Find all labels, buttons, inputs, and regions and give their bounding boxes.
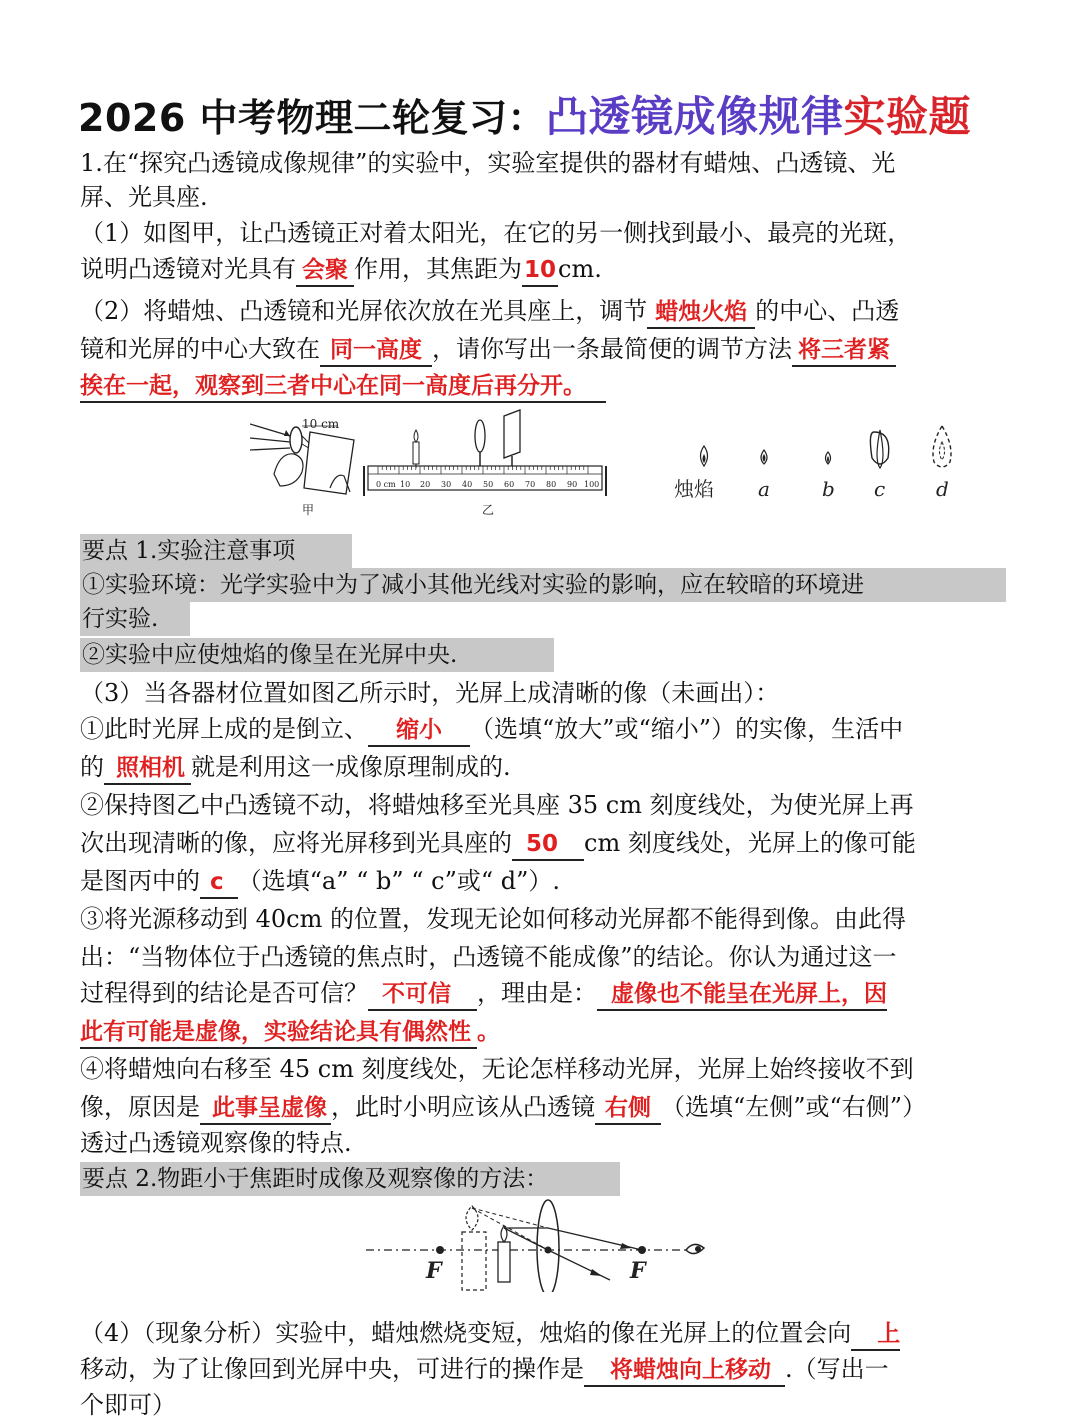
flame-label-c: c — [874, 477, 886, 501]
q3-s4-text-c: （选填“左侧”或“右侧”） — [661, 1093, 927, 1121]
key-point-1-item1-line1: ①实验环境：光学实验中为了减小其他光线对实验的影响，应在较暗的环境进 — [80, 568, 1006, 602]
q1-part1-text-b: 作用，其焦距为 — [354, 255, 522, 283]
focus-label-right: F — [630, 1258, 646, 1284]
flame-label-a: a — [758, 477, 770, 501]
answer-blank: 不可信 — [368, 979, 477, 1011]
key-point-1-item1-line2: 行实验. — [80, 602, 190, 636]
q3-s4-line1: ④将蜡烛向右移至 45 cm 刻度线处，无论怎样移动光屏，光屏上始终接收不到 — [80, 1055, 914, 1083]
focus-label-left: F — [426, 1258, 442, 1284]
q3-s1-line1 — [80, 712, 1005, 747]
answer-blank: 上 — [851, 1319, 900, 1351]
answer-blank: 会聚 — [296, 255, 354, 287]
q1-part2-text-b: 的中心、凸透 — [755, 297, 900, 325]
virtual-image-diagram — [360, 1196, 720, 1292]
page-title — [78, 84, 1078, 144]
q3-s2-text-b: cm 刻度线处，光屏上的像可能 — [584, 829, 916, 857]
ruler-label: 80 — [546, 480, 557, 489]
ruler-label: 30 — [441, 480, 452, 489]
q3-s3-text-b: ，理由是： — [477, 979, 597, 1007]
q3-s2-line3 — [80, 864, 1005, 899]
ruler-label: 50 — [483, 480, 494, 489]
answer-blank: 挨在一起，观察到三者中心在同一高度后再分开。 — [80, 371, 606, 403]
q1-intro-line2: 屏、光具座. — [80, 183, 208, 211]
q4-line1 — [80, 1316, 1005, 1351]
ruler-label: 20 — [420, 480, 431, 489]
figure-jia — [250, 417, 354, 517]
q3-s2-line1: ②保持图乙中凸透镜不动，将蜡烛移至光具座 35 cm 刻度线处，为使光屏上再 — [80, 791, 914, 819]
q3-s3-text-a: 过程得到的结论是否可信？ — [80, 979, 368, 1007]
q3-s3-line3 — [80, 976, 1005, 1011]
q3-s1-text-c: 的 — [80, 753, 104, 781]
q3-s3-text-end: 。 — [477, 1019, 500, 1045]
ruler-label: 100 — [584, 480, 600, 489]
key-point-1-item2: ②实验中应使烛焰的像呈在光屏中央. — [80, 638, 554, 672]
title-prefix: 2026 中考物理二轮复习： — [78, 96, 546, 140]
q3-s4-text-a: 像，原因是 — [80, 1093, 200, 1121]
ruler-label: 10 — [400, 480, 411, 489]
q1-part2-line1 — [80, 294, 1005, 329]
q1-part2-text-a: （2）将蜡烛、凸透镜和光屏依次放在光具座上，调节 — [80, 297, 648, 325]
q4-text-a: （4）（现象分析）实验中，蜡烛燃烧变短，烛焰的像在光屏上的位置会向 — [80, 1319, 852, 1347]
q1-part1-line2 — [80, 252, 1005, 287]
q3-s4-line3: 透过凸透镜观察像的特点. — [80, 1129, 352, 1157]
answer-blank: 10 — [522, 255, 558, 287]
q1-part1-line1: （1）如图甲，让凸透镜正对着太阳光，在它的另一侧找到最小、最亮的光斑， — [80, 219, 912, 247]
answer-blank: 照相机 — [104, 753, 191, 785]
figure-bing — [674, 426, 951, 501]
answer-blank: 缩小 — [368, 715, 470, 747]
q3-head: （3）当各器材位置如图乙所示时，光屏上成清晰的像（未画出）： — [80, 679, 780, 707]
title-suffix: 实验题 — [843, 92, 972, 141]
answer-blank: 此事呈虚像 — [200, 1093, 331, 1125]
q1-part1-text-a: 说明凸透镜对光具有 — [80, 255, 296, 283]
answer-blank: 将蜡烛向上移动 — [584, 1355, 785, 1387]
q1-part2-text-c: 镜和光屏的中心大致在 — [80, 335, 320, 363]
ruler-label: 0 cm — [376, 480, 396, 489]
answer-blank: 虚像也不能呈在光屏上，因 — [597, 979, 887, 1011]
q1-part1-text-c: cm. — [558, 255, 602, 283]
q1-part2-text-d: ，请你写出一条最简便的调节方法 — [432, 335, 792, 363]
flame-label: 烛焰 — [674, 477, 714, 501]
ruler-label: 70 — [525, 480, 536, 489]
q3-s4-text-b: ，此时小明应该从凸透镜 — [331, 1093, 595, 1121]
answer-blank: 50 — [512, 829, 584, 861]
q3-s1-line2 — [80, 750, 1005, 785]
flame-label-b: b — [822, 477, 835, 501]
q3-s3-line4 — [80, 1014, 1005, 1049]
ruler-label: 40 — [462, 480, 473, 489]
q3-s3-line1: ③将光源移动到 40cm 的位置，发现无论如何移动光屏都不能得到像。由此得 — [80, 905, 906, 933]
q3-s2-line2 — [80, 826, 1005, 861]
answer-blank: 此有可能是虚像，实验结论具有偶然性 — [80, 1017, 477, 1049]
answer-blank: 右侧 — [595, 1093, 661, 1125]
q1-part2-line3 — [80, 368, 1005, 403]
ruler-label: 60 — [504, 480, 515, 489]
label-yi: 乙 — [482, 503, 495, 517]
q1-part2-line2 — [80, 332, 1005, 367]
q3-s1-text-b: （选填“放大”或“缩小”）的实像，生活中 — [470, 715, 904, 743]
answer-blank: 蜡烛火焰 — [647, 297, 755, 329]
experiment-figure — [250, 402, 990, 522]
q1-intro-line1: 1.在“探究凸透镜成像规律”的实验中，实验室提供的器材有蜡烛、凸透镜、光 — [80, 149, 896, 177]
label-jia: 甲 — [302, 503, 315, 517]
ruler-label: 90 — [567, 480, 578, 489]
q3-s4-line2 — [80, 1090, 1005, 1125]
q3-s1-text-a: ①此时光屏上成的是倒立、 — [80, 715, 368, 743]
q3-s2-text-d: （选填“a” “ b” “ c”或“ d”）. — [237, 867, 561, 895]
q3-s2-text-a: 次出现清晰的像，应将光屏移到光具座的 — [80, 829, 512, 857]
key-point-2-title: 要点 2.物距小于焦距时成像及观察像的方法： — [80, 1162, 620, 1196]
title-topic: 凸透镜成像规律 — [546, 92, 844, 141]
answer-blank: 将三者紧 — [792, 335, 896, 367]
q4-text-b: 移动，为了让像回到光屏中央，可进行的操作是 — [80, 1355, 584, 1383]
q3-s1-text-d: 就是利用这一成像原理制成的. — [191, 753, 511, 781]
q4-line3: 个即可） — [80, 1391, 176, 1419]
q3-s3-line2: 出：“当物体位于凸透镜的焦点时，凸透镜不能成像”的结论。你认为通过这一 — [80, 943, 897, 971]
q4-line2 — [80, 1352, 1005, 1387]
q4-text-c: .（写出一 — [785, 1355, 889, 1383]
answer-blank: 同一高度 — [320, 335, 432, 367]
q3-s2-text-c: 是图丙中的 — [80, 867, 200, 895]
answer-blank: c — [200, 867, 238, 899]
flame-label-d: d — [936, 477, 949, 501]
figure-yi — [364, 410, 606, 517]
key-point-1-title: 要点 1.实验注意事项 — [80, 534, 352, 568]
label-10cm: 10 cm — [302, 417, 340, 431]
